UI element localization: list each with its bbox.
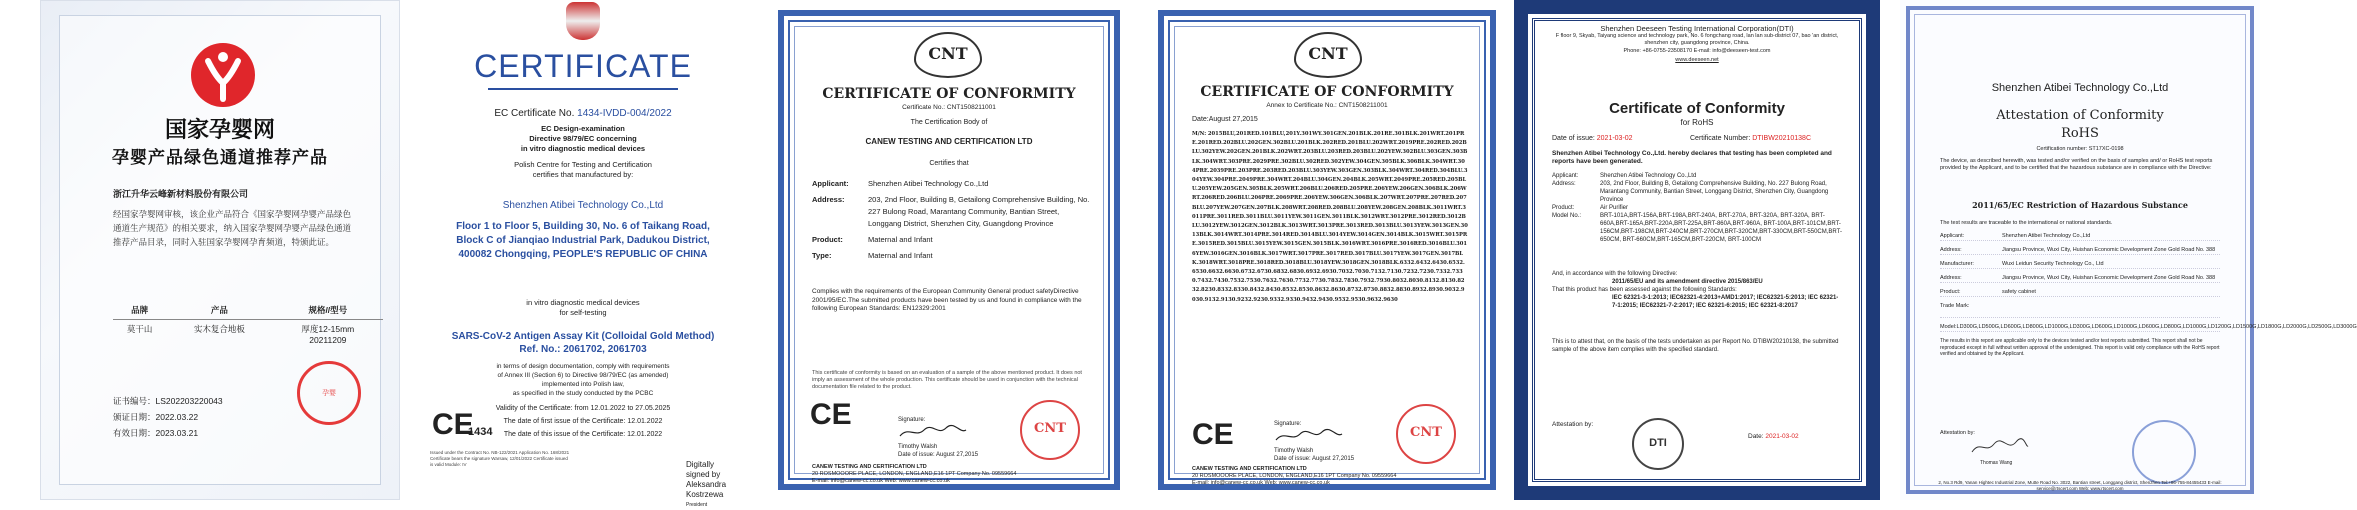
- design-line-4: Polish Centre for Testing and Certification: [514, 160, 652, 169]
- cell-brand: 莫干山: [126, 324, 153, 334]
- detail-row: [1940, 247, 2220, 255]
- header-spec: 规格//型号: [273, 301, 383, 320]
- detail-value: [2002, 303, 2220, 317]
- cnt-logo-icon: CNT: [1294, 32, 1362, 78]
- footer-tel: Tel:+86-755-84455433: [2161, 480, 2207, 485]
- issue-date-label: Date of issue:: [1552, 135, 1595, 142]
- table-row: [113, 320, 383, 349]
- address-line-3: 400082 Chongqing, PEOPLE'S REPUBLIC OF CHINA: [458, 249, 708, 260]
- notified-body-number: 1434: [468, 426, 493, 438]
- certificate-title: Attestation of Conformity: [1996, 108, 2164, 123]
- signer-name: Timothy Walsh: [1274, 448, 1314, 454]
- cert-no-label: EC Certificate No.: [494, 108, 575, 119]
- title-underline: [488, 88, 678, 90]
- inner-frame: [1532, 18, 1862, 482]
- issue-date: 颁证日期：2022.03.22: [113, 412, 199, 422]
- issue-date-row: [1552, 134, 1633, 143]
- product-name: SARS-CoV-2 Antigen Assay Kit (Colloidal Gold Method): [451, 331, 715, 342]
- detail-value: Wuxi Leidun Security Technology Co., Ltd: [2002, 261, 2104, 267]
- details: [1940, 220, 2357, 358]
- detail-key: Product:: [1940, 289, 1961, 295]
- certificate-subtitle: for RoHS: [1680, 118, 1714, 127]
- company-name: 浙江升华云峰新材料股份有限公司: [113, 189, 249, 199]
- detail-row: [1940, 261, 2220, 269]
- detail-key: Trade Mark:: [1940, 303, 1970, 309]
- detail-value: LD300G,LD500G,LD600G,LD800G,LD1000G,LD300G,LD600G,LD1000G,LD600G,LD800G,LD1000G,LD1200G,LD1500G,LD1800G,LD2000G,LD2500G,LD3000G: [1956, 324, 2357, 330]
- spec-extra: 20211209: [309, 335, 347, 345]
- detail-key: Product:: [1552, 205, 1575, 211]
- certificate-title: Certificate of Conformity: [1609, 100, 1785, 117]
- footer: [1930, 480, 2230, 492]
- standards: IEC 62321-3-1:2013; IEC62321-4:2013+AMD1:2017; IEC62321-5:2013; IEC 62321-7-1:2015; IEC62321-7-2:2017; IEC 62321-6:2015; IEC 62321-8:2017: [1612, 295, 1839, 309]
- certificate-title: 孕婴产品绿色通道推荐产品: [112, 148, 328, 168]
- issue-date: Date of issue: August 27,2015: [898, 452, 979, 458]
- valid-date: 有效日期：2023.03.21: [113, 428, 199, 438]
- detail-row: [1940, 324, 2357, 332]
- first-issue: The date of first issue of the Certificate: 12.01.2022: [503, 418, 663, 425]
- dti-stamp-icon: DTI: [1632, 418, 1684, 470]
- signature-icon: [1274, 428, 1344, 444]
- signature-label: Signature:: [898, 417, 926, 423]
- footer-contact: E-mail: info@canew-cc.co.uk Web: www.canew-cc.co.uk: [812, 478, 950, 484]
- detail-value: safety cabinet: [2002, 289, 2036, 295]
- annex-date: Date:August 27,2015: [1192, 116, 1258, 123]
- detail-row: [812, 250, 1090, 262]
- signature-icon: [898, 424, 968, 440]
- traceability-note: The test results are traceable to the international or national standards.: [1940, 220, 2113, 226]
- certificate-number: DTIBW20210138C: [1752, 135, 1812, 142]
- certificate-paragraph: 经国家孕婴网审核，该企业产品符合《国家孕婴网孕婴产品绿色通道生产规范》的相关要求，纳入国家孕婴网孕婴产品绿色通道推荐产品目录，同时入驻国家孕婴网孕育频道，特颁此证。: [113, 209, 352, 247]
- detail-value: Air Purifier: [1600, 205, 1629, 211]
- certificate-cnt-annex: [1148, 0, 1506, 500]
- company-address: [418, 220, 748, 262]
- design-line-1: EC Design-examination: [541, 124, 625, 133]
- detail-key: Address:: [812, 195, 845, 204]
- company-name: Shenzhen Atibei Technology Co.,Ltd: [1991, 82, 2169, 94]
- detail-value: 203, 2nd Floor, Building B, Getailong Comprehensive Building, No. 227 Bulong Road, Marantang Community, Bantian Street, Longgang District, Shenzhen City, Guangdong Province: [868, 195, 1090, 228]
- detail-key: Model:: [1940, 324, 1957, 330]
- footer-contact: E-mail: info@canew-cc.co.uk Web: www.canew-cc.co.uk: [1192, 480, 1330, 486]
- certificate-title: CERTIFICATE OF CONFORMITY: [822, 86, 1076, 102]
- table-header-row: [113, 301, 383, 320]
- compliance-line-1: in terms of design documentation, comply with requirements: [496, 363, 670, 370]
- detail-value: Maternal and Infant: [868, 235, 933, 244]
- device-type: [418, 298, 748, 318]
- certificate-dti-rohs: [1514, 0, 1880, 500]
- compliance-line-4: as specified in the study conducted by the PCBC: [512, 390, 654, 397]
- detail-value: Jiangsu Province, Wuxi City, Huishan Economic Development Zone Gold Road No. 388: [2002, 247, 2216, 253]
- detail-value: Maternal and Infant: [868, 251, 933, 260]
- detail-row: [1552, 172, 1842, 180]
- certification-number: Certification number: ST17XC-0198: [2036, 146, 2124, 152]
- detail-value: 203, 2nd Floor, Building B, Getailong Comprehensive Building, No. 227 Bulong Road, Marantang Community, Bantian Street, Longgang District, Shenzhen City, Guangdong Province: [1600, 181, 1829, 203]
- detail-key: Model No.:: [1552, 213, 1582, 219]
- detail-value: Jiangsu Province, Wuxi City, Huishan Economic Development Zone Gold Road No. 388: [2002, 275, 2216, 281]
- date-label: Date:: [1748, 433, 1764, 440]
- certificate-dates: [113, 393, 223, 441]
- cell-product: 实木复合地板: [193, 324, 245, 334]
- detail-value: BRT-101A,BRT-156A,BRT-198A,BRT-240A, BRT-270A, BRT-320A, BRT-320A, BRT-660A,BRT-165A,BRT-220A,BRT-225A,BRT-860A,BRT-960A, BRT-100A,BRT-101CM,BRT-156CM,BRT-198CM,BRT-240CM,BRT-270CM,BRT-320CM,BRT-330CM,BRT-550CM,BRT-650CM, BRT-660CM,BRT-165CM,BRT-220CM, BRT-100CM: [1600, 213, 1842, 243]
- company-name: Shenzhen Atibei Technology Co.,Ltd: [502, 200, 664, 211]
- detail-value: Shenzhen Atibei Technology Co.,Ltd: [2002, 233, 2091, 239]
- footer-address: 2, No.3 Rd9, Yanan Hightec Industrial Zone, Mutte Road No. 3022, Bantian street, Longgang district, Shenzhen: [1938, 480, 2161, 485]
- detail-row: [1940, 233, 2220, 241]
- design-line-5: certifies that manufactured by:: [532, 170, 634, 179]
- detail-key: Address:: [1552, 181, 1576, 187]
- product-table: [113, 301, 383, 348]
- compliance-line-2: of Annex III (Section 6) to Directive 98/79/EC (as amended): [497, 372, 669, 379]
- certificate-green-channel: [40, 0, 400, 500]
- signature-block: [1274, 420, 1354, 463]
- detail-row: [1552, 212, 1842, 244]
- detail-row: [1552, 180, 1842, 204]
- spec-value: 厚度12-15mm: [301, 324, 355, 334]
- lab-contact: Phone: +86-0755-23508170 E-mail: info@deeseen-test.com: [1623, 48, 1771, 54]
- details: [1552, 172, 1842, 244]
- address-line-1: Floor 1 to Floor 5, Building 30, No. 6 of Taikang Road,: [456, 221, 710, 232]
- applicant-details: [812, 178, 1090, 266]
- cnt-logo-icon: CNT: [914, 32, 982, 78]
- certificate-ce-ivdd: [418, 0, 748, 508]
- certificate-title: CERTIFICATE OF CONFORMITY: [1200, 84, 1454, 100]
- compliance-text: Complies with the requirements of the European Community General product safetyDirective 2001/95/EC.The submitted products have been tested by us and found in compliance with the following European Standards: EN12329:2001: [812, 288, 1082, 312]
- red-seal-icon: [297, 361, 361, 425]
- certificate-title: CERTIFICATE: [474, 48, 692, 84]
- device-type-line-2: for self-testing: [559, 308, 607, 317]
- intro-text: The device, as described herewith, was tested and/or verified on the basis of samples and/ or RoHS test reports provided by the Applicant, and to be certified that the hazardous substance are in compliance with the Directive:: [1940, 158, 2213, 171]
- attestation-by: Attestation by:: [1552, 421, 1594, 428]
- design-line-3: in vitro diagnostic medical devices: [520, 144, 646, 153]
- directive: 2011/65/EU and its amendment directive 2015/863/EU: [1612, 279, 1763, 285]
- lab-address: F floor 9, Skyab, Taiyang science and technology park, No. 6 fongchang road, lan lan sub-district 07, bao 'an district, shenzhen city, guangdong province, China.: [1555, 33, 1839, 46]
- sign-line-2: signed by: [686, 470, 721, 479]
- detail-row: [1940, 289, 2220, 297]
- certification-body-label: The Certification Body of: [910, 119, 988, 126]
- signature-label: Signature:: [1274, 421, 1302, 427]
- certification-body-name: CANEW TESTING AND CERTIFICATION LTD: [865, 137, 1033, 146]
- baby-network-logo-icon: [186, 39, 260, 111]
- sign-line-4: Kostrzewa: [686, 490, 724, 499]
- this-issue: The date of this issue of the Certificate: 12.01.2022: [503, 431, 663, 438]
- detail-row: [812, 178, 1090, 190]
- validity: Validity of the Certificate: from 12.01.2022 to 27.05.2025: [495, 405, 671, 412]
- detail-key: Manufacturer:: [1940, 261, 1974, 267]
- design-line-2: Directive 98/79/EC concerning: [529, 134, 637, 143]
- certificate-rohs-attestation: [1900, 0, 2357, 500]
- detail-row: [1940, 303, 2220, 318]
- digital-signature: [686, 460, 726, 510]
- signature-block: [898, 416, 978, 459]
- footer: [1192, 466, 1396, 487]
- certificate-number-row: [1690, 134, 1811, 143]
- issue-date: Date of issue: August 27,2015: [1274, 456, 1355, 462]
- header-brand: 品牌: [113, 301, 166, 320]
- organization-name: 国家孕婴网: [164, 117, 275, 143]
- certificate-number-label: Certificate Number:: [1690, 135, 1751, 142]
- detail-key: Address:: [1940, 247, 1962, 253]
- ec-certificate-number: [418, 108, 748, 119]
- footer-address: 20 ROSMOOORE PLACE, LONDON, ENGLAND,E16 1PT Company No. 09559664: [1192, 473, 1397, 479]
- footer-company: CANEW TESTING AND CERTIFICATION LTD: [1192, 466, 1307, 472]
- product-block: [418, 330, 748, 356]
- detail-row: [1940, 275, 2220, 283]
- model-numbers: [1192, 130, 1468, 305]
- detail-key: Applicant:: [1940, 233, 1965, 239]
- attestation-text: This is to attest that, on the basis of the tests undertaken as per Report No. DTIBW20210138, the submitted sample of the above item complies with the specified standard.: [1552, 339, 1839, 353]
- sign-line-5: President: [686, 502, 708, 508]
- cnt-stamp-icon: CNT: [1396, 404, 1456, 464]
- address-line-2: Block C of Jianqiao Industrial Park, Dadukou District,: [456, 235, 710, 246]
- disclaimer-text: This certificate of conformity is based on an evaluation of a sample of the above mentioned product. It does not imply an assessment of the whole production. This certificate should be used in conjunction with the technical documentation file related to the product.: [812, 370, 1082, 390]
- issue-details: Issued under the Contract No. NB-122/2021 Application No. 168/2021 Certificate bears the signature Warsaw, 12/01/2022 Certificate issued is valid Module: IV: [430, 450, 570, 467]
- certificate-number: 证书编号：LS202203220043: [113, 396, 223, 406]
- seal-text: 孕婴: [322, 390, 336, 397]
- sign-line-3: Aleksandra: [686, 480, 727, 489]
- certifies-label: Certifies that: [929, 160, 969, 167]
- footer-address: 20 ROSMOOORE PLACE, LONDON, ENGLAND,E16 1PT Company No. 09559664: [812, 471, 1017, 477]
- ce-mark-icon: CE: [810, 398, 852, 431]
- signer-name: Timothy Walsh: [898, 444, 938, 450]
- annex-number: Annex to Certificate No.: CNT1508211001: [1266, 102, 1388, 109]
- header-product: 产品: [166, 301, 272, 320]
- lab-name: Shenzhen Deeseen Testing International Corporation(DTI): [1600, 24, 1794, 33]
- detail-key: Address:: [1940, 275, 1962, 281]
- detail-row: [812, 194, 1090, 230]
- issue-date: 2021-03-02: [1596, 135, 1633, 142]
- detail-key: Product:: [812, 235, 843, 244]
- device-type-line-1: in vitro diagnostic medical devices: [526, 298, 640, 307]
- footer-note: The results in this report are applicable only to the devices tested and/or test reports submitted. This report shall not be reproduced except in full without written approval of the undersigned. This report is valid only compliance with the RoHS report verified and obtained by the Applicant.: [1940, 338, 2220, 357]
- cell-spec: [273, 320, 383, 349]
- design-block: [418, 124, 748, 180]
- lab-header: [1554, 24, 1840, 65]
- detail-value: Shenzhen Atibei Technology Co.,Ltd: [1600, 173, 1697, 179]
- detail-row: [812, 234, 1090, 246]
- mn-list: 2015BLU,201RED.101BLU,201Y.301WY.301GEN.201BLK.201RE.301BLK.201WRT.201PRE.201RED.202BLU.202GEN.302BLU.201BLK.202RED.201BLU.202WRT.2019PRE.202RED.202BLU.302YEW.202GEN.201BLK.202WRT.203BLU.203RED.203BLU.202YEW.302BLU.303GEN.303BLK.304WRT.303PRE.2029PRE.302BLU.302RED.302YEW.304GEN.305BLK.306BLK.304WRT.304PRE.2039PRE.203PRE.203RED.203BLU.303YEW.303GEN.303BLK.304WRT.304RED.304BLU.304YEW.304PRE.2049PRE.304WRT.204BLU.304GEN.204BLK.205WRT.2049PRE.205RED.205BLU.205YEW.205GEN.305BLK.205WRT.206BLU.206RED.205PRE.206YEW.206GEN.306BLK.206WRT.206RED.206BLU.206PRE.2069PRE.206YEW.306GEN.306BLK.207WRT.207PRE.207RED.207BLU.207YEW.207GEN.207BLK.208WRT.208RED.208BLU.208YEW.208GEN.208BLK.3011WRT.3011PRE.3011RED.3011BLU.3011YEW.3011GEN.3011BLK.3012WRT.3012PRE.3012RED.3012BLU.3012YEW.3012GEN.3012BLK.3013WRT.3013PRE.3013RED.3013BLU.3013YEW.3013GEN.3013BLK.3014WRT.3014PRE.3014RED.3014BLU.3014YEW.3014GEN.3014BLK.3015WRT.3015PRE.3015RED.3015BLU.3015YEW.3015GEN.3015BLK.3016WRT.3016PRE.3016RED.3016BLU.3016YEW.3016GEN.3016BLK.3017WRT.3017PRE.3017RED.3017BLU.3017YEW.3017GEN.3017BLK.3018WRT.3018PRE.3018RED.3018BLU.3018YEW.3018GEN.3018BLK.6332.6432.6430.6532.6530.6632.6630.6732.6730.6832.6830.6932.6930.7032.7030.7132.7130.7232.7230.7332.7330.7432.7430.7532.7530.7632.7630.7732.7730.7832.7830.7932.7930.8032.8030.8132.8130.8232.8230.8332.8330.8432.8430.8532.8530.8632.8630.8732.8730.8832.8830.8932.8930.9032.9030.9132.9130.9232.9230.9332.9330.9432.9430.9532.9530.9632.9630: [1192, 131, 1468, 303]
- ce-mark-icon: CE: [432, 408, 474, 441]
- certificate-subtitle: RoHS: [2061, 126, 2099, 141]
- detail-value: Shenzhen Atibei Technology Co.,Ltd: [868, 179, 989, 188]
- date-row: [1748, 432, 1799, 441]
- detail-key: Applicant:: [1552, 173, 1579, 179]
- lab-website: www.deeseen.net: [1675, 57, 1719, 63]
- cnt-stamp-icon: CNT: [1020, 400, 1080, 460]
- ce-mark-icon: CE: [1192, 418, 1234, 451]
- signer-name: Thomas Wang: [1980, 460, 2013, 466]
- directive-block: [1552, 270, 1842, 310]
- cert-no-value: 1434-IVDD-004/2022: [577, 108, 672, 119]
- mn-label: M/N:: [1192, 131, 1207, 137]
- footer-company: CANEW TESTING AND CERTIFICATION LTD: [812, 464, 927, 470]
- directive: 2011/65/EC Restriction of Hazardous Substance: [1972, 200, 2188, 210]
- product-ref: Ref. No.: 2061702, 2061703: [519, 344, 647, 355]
- detail-key: Applicant:: [812, 179, 849, 188]
- detail-row: [1552, 204, 1842, 212]
- signature-icon: [1970, 438, 2030, 456]
- detail-key: Type:: [812, 251, 832, 260]
- date-value: 2021-03-02: [1765, 433, 1799, 440]
- crest-icon: [566, 2, 600, 40]
- compliance-line-3: implemented into Polish law,: [541, 381, 624, 388]
- accord-label: And, in accordance with the following Directive:: [1552, 271, 1678, 277]
- footer: [812, 464, 1016, 485]
- certificate-number: Certificate No.: CNT1508211001: [902, 104, 996, 111]
- sign-line-1: Digitally: [686, 460, 715, 469]
- blue-seal-icon: [2132, 420, 2196, 484]
- declaration: Shenzhen Atibei Technology Co.,Ltd. hereby declares that testing has been completed and reports have been generated.: [1552, 150, 1832, 165]
- certificate-cnt-conformity: [768, 0, 1130, 500]
- attestation-by: Attestation by:: [1940, 430, 1975, 436]
- assessed-label: That this product has been assessed against the following Standards:: [1552, 287, 1737, 293]
- footer-web: E-mail: service@rtscert.com Web: www.rtscert.com: [2036, 480, 2222, 491]
